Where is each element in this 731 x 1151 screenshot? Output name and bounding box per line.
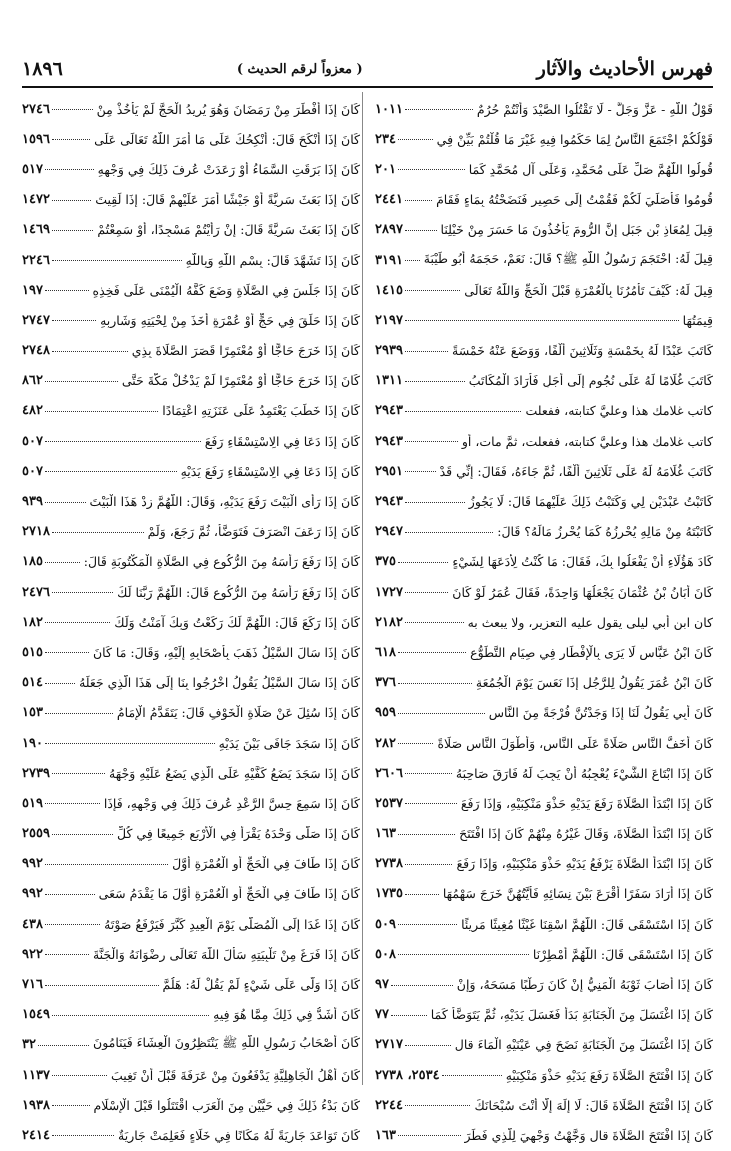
leader-dots (45, 470, 177, 472)
hadith-text: كَانَ إِذَا تَشَهَّدَ قَالَ: بِسْمِ اللَّهِ وَبِاللَّهِ (185, 252, 360, 268)
hadith-number: ١٥٤٩ (22, 1007, 50, 1023)
index-subtitle: ( معزواً لرقم الحديث ) (236, 61, 363, 77)
leader-dots (405, 531, 493, 533)
index-entry (22, 275, 360, 305)
index-entry (22, 637, 360, 667)
hadith-number: ٢٥٣٧ (375, 795, 403, 811)
hadith-text: كَانَ إِذَا افْتَتَحَ الصَّلَاةَ قال وَجَّهْتُ وَجْهِيَ لِلَّذِي فَطَرَ (464, 1127, 713, 1143)
hadith-number: ٣٧٦ (375, 675, 396, 691)
leader-dots (405, 259, 420, 261)
leader-dots (398, 923, 457, 925)
hadith-number: ٢٢٤٤ (375, 1097, 403, 1113)
index-entry (22, 486, 360, 516)
hadith-text: كَانَ أَبِي يَقُولُ لَنَا إِذَا وَجَدْتُنَّ فُرْجَةً مِنَ النَّاسِ (488, 705, 713, 721)
index-entry (22, 94, 360, 124)
leader-dots (45, 802, 100, 804)
index-entry (22, 1090, 360, 1120)
hadith-text: كَانَ إِذَا رَعَفَ انْصَرَفَ فَتَوَضَّأَ، ثُمَّ رَجَعَ، وَلَمْ (147, 524, 360, 540)
hadith-number: ٢٢٤٦ (22, 252, 50, 268)
leader-dots (45, 380, 118, 382)
hadith-number: ١٠١١ (375, 101, 403, 117)
hadith-text: كَانَ إِذَا بَعَثَ سَرِيَّةً أَوْ جَيْشًا أَمَرَ عَلَيْهِمْ قَالَ: إِذَا لَقِيتَ (95, 192, 360, 208)
leader-dots (398, 651, 466, 653)
hadith-text: كَانَ إِذَا أَنْكَحَ قَالَ: أُنْكِحُكَ عَلَى مَا أَمَرَ اللَّهُ تَعَالَى عَلَى (94, 131, 360, 147)
index-entry (22, 607, 360, 637)
leader-dots (405, 802, 457, 804)
leader-dots (45, 621, 110, 623)
hadith-number: ١٦٣ (375, 826, 396, 842)
hadith-number: ٤٨٢ (22, 403, 43, 419)
index-entry (375, 668, 713, 698)
hadith-number: ٥١٧ (22, 161, 43, 177)
hadith-text: كَانَ إِذَا خَرَجَ حَاجًّا أَوْ مُعْتَمِرًا لَمْ يَدْخُلْ مَكَّةَ حَتَّى (121, 373, 360, 389)
hadith-number: ٣٧٥ (375, 554, 396, 570)
leader-dots (45, 440, 201, 442)
hadith-number: ٢٤١٤ (22, 1127, 50, 1143)
leader-dots (45, 561, 80, 563)
hadith-text: كَانَ إِذَا رَفَعَ رَأْسَهُ مِنَ الرُّكُوعِ فِي الصَّلَاةِ الْمَكْتُوبَةِ قَالَ: (83, 554, 360, 570)
leader-dots (45, 651, 89, 653)
index-entry (375, 637, 713, 667)
leader-dots (52, 833, 113, 835)
hadith-number: ٢٧٤٧ (22, 312, 50, 328)
hadith-text: كَانَ إِذَا افْتَتَحَ الصَّلَاةَ رَفَعَ يَدَيْهِ حَذْوَ مَنْكِبَيْهِ (505, 1067, 713, 1083)
index-entry (375, 275, 713, 305)
hadith-text: كَانَ أَشَدُّ فِي ذَلِكَ مِمَّا هُوَ فِيهِ (213, 1007, 360, 1023)
index-entry (22, 517, 360, 547)
index-entry (375, 94, 713, 124)
leader-dots (442, 1074, 502, 1076)
leader-dots (45, 742, 215, 744)
hadith-text: كَانَ إِذَا اغْتَسَلَ مِنَ الْجَنَابَةِ بَدَأَ فَغَسَلَ يَدَيْهِ، ثُمَّ يَتَوَضَّأُ كَمَا (430, 1007, 713, 1023)
hadith-text: كَانَ إِذَا سَجَدَ يَضَعُ كَفَّيْهِ عَلَى الَّذِي يَضَعُ عَلَيْهِ وَجْهَهُ (109, 765, 360, 781)
hadith-text: كَانَ إِذَا صَلَّى وَحْدَهُ يَقْرَأُ فِي الْأَرْبَعِ جَمِيعًا فِي كُلِّ (117, 826, 360, 842)
leader-dots (405, 1044, 451, 1046)
leader-dots (405, 893, 439, 895)
index-entry (375, 486, 713, 516)
hadith-number: ٥٠٧ (22, 463, 43, 479)
hadith-number: ٢٩٣٩ (375, 343, 403, 359)
index-entry (375, 819, 713, 849)
hadith-text: كَاتَبَ غُلَامَهُ لَهُ عَلَى ثَلَاثِينَ أَلْفًا، ثُمَّ جَاءَهُ، فَقَالَ: إِنِّي قَدْ (439, 463, 713, 479)
index-entry (22, 577, 360, 607)
hadith-number: ١٧٣٥ (375, 886, 403, 902)
leader-dots (52, 350, 128, 352)
hadith-text: كَانَ إِذَا بَعَثَ سَرِيَّةً قَالَ: إِنْ رَأَيْتُمْ مَسْجِدًا، أَوْ سَمِعْتُمْ (97, 222, 360, 238)
hadith-text: كَانَ أَبَانُ بْنُ عُثْمَانَ يَجْعَلُهَا وَاحِدَةً، فَقَالَ عُمَرُ لَوْ كَانَ (452, 584, 713, 600)
hadith-text: كَانَ بَدْءُ ذَلِكَ فِي حَيَّيْنِ مِنَ الْعَرَبِ اقْتَتَلُوا قَبْلَ الْإِسْلَامِ (93, 1097, 360, 1113)
hadith-number: ٩٧ (375, 977, 389, 993)
index-entry (22, 969, 360, 999)
leader-dots (405, 440, 458, 442)
leader-dots (45, 893, 95, 895)
hadith-text: كَاتَبْتَهُ مِنْ مَالِهِ يُحْرِزُهُ كَمَا يُحْرِزُ مَالَهُ؟ قَالَ: (497, 524, 713, 540)
leader-dots (391, 1014, 427, 1016)
hadith-number: ١٦٣ (375, 1127, 396, 1143)
hadith-text: كَانَ إِذَا سَمِعَ حِسَّ الرَّعْدِ عُرِفَ ذَلِكَ فِي وَجْهِهِ، فَإِذَا (103, 795, 360, 811)
index-entry (375, 1090, 713, 1120)
hadith-text: كَاتَبَ عَبْدًا لَهُ بِخَمْسَةٍ وَثَلَاثِينَ أَلْفًا، وَوَضَعَ عَنْهُ خَمْسَةً (452, 343, 713, 359)
leader-dots (405, 591, 448, 593)
hadith-number: ١٤١٥ (375, 282, 403, 298)
hadith-number: ٩٩٢ (22, 886, 43, 902)
index-entry (375, 607, 713, 637)
index-entry (375, 1000, 713, 1030)
hadith-text: قِيلَ لَهُ: احْتَجَمَ رَسُولُ اللَّهِ ﷺ؟ قَالَ: نَعَمْ، حَجَمَهُ أَبُو طَيْبَةَ (423, 250, 713, 266)
hadith-text: كَانَ إِذَا سَالَ السَّيْلُ ذَهَبَ بِأَصْحَابِهِ إِلَيْهِ، وَقَالَ: مَا كَانَ (93, 644, 360, 660)
hadith-text: كَانَ إِذَا وَلَّى عَلَى شَيْءٍ لَمْ يَقُلْ لَهُ: هَلُمَّ (162, 977, 360, 993)
leader-dots (398, 712, 485, 714)
index-entry (375, 1120, 713, 1150)
index-entry (375, 758, 713, 788)
leader-dots (405, 380, 465, 382)
hadith-text: كَانَ إِذَا خَرَجَ حَاجًّا أَوْ مُعْتَمِرًا قَصَرَ الصَّلَاةَ بِذِي (131, 343, 360, 359)
hadith-text: كان ابن أبي ليلى يقول عليه التعزير، ولا يبعث به (467, 614, 713, 630)
index-entry (22, 336, 360, 366)
index-entry (375, 426, 713, 456)
leader-dots (52, 108, 93, 110)
leader-dots (405, 319, 679, 321)
index-entry (22, 879, 360, 909)
hadith-text: كَانَ إِذَا سُئِلَ عَنْ صَلَاةِ الْخَوْفِ قَالَ: يَتَقَدَّمُ الْإِمَامُ (116, 705, 360, 721)
leader-dots (398, 138, 433, 140)
hadith-number: ٢٥٣٤، ٢٧٣٨ (375, 1067, 440, 1083)
index-entry (375, 1060, 713, 1090)
index-entry (375, 698, 713, 728)
hadith-number: ٩٣٩ (22, 494, 43, 510)
hadith-text: كَانَ إِذَا رَكَعَ قَالَ: اللَّهُمَّ لَكَ رَكَعْتُ وَبِكَ آمَنْتُ وَلَكَ (114, 614, 360, 630)
index-entry (22, 245, 360, 275)
hadith-number: ٣١٩١ (375, 252, 403, 268)
hadith-text: قَوْلُ اللَّهِ - عَزَّ وَجَلَّ - لَا تَقْتُلُوا الصَّيْدَ وَأَنْتُمْ حُرُمٌ (476, 101, 713, 117)
hadith-number: ٥٠٩ (375, 916, 396, 932)
leader-dots (398, 682, 472, 684)
index-entry (22, 154, 360, 184)
hadith-number: ١٩٧ (22, 282, 43, 298)
leader-dots (45, 168, 94, 170)
index-entry (375, 939, 713, 969)
index-entry (22, 1120, 360, 1150)
leader-dots (405, 772, 452, 774)
hadith-text: كَانَ إِذَا اسْتَسْقَى قَالَ: اللَّهُمَّ أَمْطِرْنَا (532, 946, 713, 962)
hadith-number: ١٨٢ (22, 614, 43, 630)
hadith-number: ٢٧٣٨ (375, 856, 403, 872)
hadith-text: كَانَ إِذَا رَأَى الْبَيْتَ رَفَعَ يَدَيْهِ، وَقَالَ: اللَّهُمَّ زِدْ هَذَا الْبَيْتَ (89, 494, 360, 510)
index-entry (22, 305, 360, 335)
hadith-text: قِيمَتُهَا (682, 312, 713, 328)
leader-dots (45, 863, 168, 865)
leader-dots (398, 742, 434, 744)
leader-dots (52, 1014, 209, 1016)
hadith-number: ٢٤٧٦ (22, 584, 50, 600)
hadith-text: قَوْلُكُمْ اجْتَمَعَ النَّاسُ لِمَا حَكَمُوا فِيهِ غَيْرَ مَا قُلْتُمْ بَيِّنْ فِي (436, 131, 713, 147)
hadith-text: كَانَ إِذَا خَطَبَ يَعْتَمِدُ عَلَى عَنَزَتِهِ اعْتِمَادًا (162, 403, 360, 419)
hadith-number: ٥١٩ (22, 795, 43, 811)
hadith-number: ١٤٧٢ (22, 192, 50, 208)
index-entry (22, 456, 360, 486)
leader-dots (52, 772, 105, 774)
hadith-number: ٢١٩٧ (375, 312, 403, 328)
index-entry (22, 185, 360, 215)
hadith-number: ٩٩٢ (22, 856, 43, 872)
hadith-number: ٢٧٤٨ (22, 343, 50, 359)
leader-dots (45, 712, 113, 714)
leader-dots (52, 199, 91, 201)
index-entry (22, 547, 360, 577)
hadith-text: قِيلَ لِمُعَاذِ بْنِ جَبَلٍ إِنَّ الرُّومَ يَأْخُذُونَ مَا حَسَرَ مِنْ خَيْلِنَا (440, 222, 713, 238)
hadith-text: كَانَ إِذَا افْتَتَحَ الصَّلَاةَ قَالَ: لَا إِلَهَ إِلَّا أَنْتَ سُبْحَانَكَ (474, 1097, 713, 1113)
hadith-text: كَانَ إِذَا دَعَا فِي الِاسْتِسْقَاءِ رَفَعَ يَدَيْهِ (180, 463, 360, 479)
hadith-number: ٥١٤ (22, 675, 43, 691)
index-entry (22, 668, 360, 698)
leader-dots (45, 923, 100, 925)
hadith-number: ٢٩٤٣ (375, 403, 403, 419)
index-entry (22, 698, 360, 728)
index-entry (375, 124, 713, 154)
index-entry (22, 758, 360, 788)
hadith-text: كَاتَبَ غُلَامًا لَهُ عَلَى نُجُومٍ إِلَى أَجَلٍ فَأَرَادَ الْمُكَاتَبُ (468, 373, 713, 389)
hadith-number: ٢١٨٢ (375, 614, 403, 630)
leader-dots (52, 229, 93, 231)
hadith-number: ١١٣٧ (22, 1067, 50, 1083)
hadith-text: كَانَ ابْنُ عَبَّاسٍ لَا يَرَى بِالْإِفْطَارِ فِي صِيَامِ التَّطَوُّعِ (470, 644, 713, 660)
hadith-text: كَانَ إِذَا أَفْطَرَ مِنْ رَمَضَانَ وَهُوَ يُرِيدُ الْحَجَّ لَمْ يَأْخُذْ مِنْ (96, 101, 360, 117)
hadith-text: كَانَ إِذَا غَدَا إِلَى الْمُصَلَّى يَوْمَ الْعِيدِ كَبَّرَ فَيَرْفَعُ صَوْتَهُ (104, 916, 360, 932)
index-entry (22, 1030, 360, 1060)
leader-dots (52, 319, 96, 321)
index-entry (375, 788, 713, 818)
hadith-text: كَانَ ابْنُ عُمَرَ يَقُولُ لِلرَّجُلِ إِذَا نَعَسَ يَوْمَ الْجُمُعَةِ (475, 675, 713, 691)
leader-dots (398, 561, 448, 563)
hadith-text: كَانَ إِذَا سَالَ السَّيْلُ يَقُولُ اخْرُجُوا بِنَا إِلَى هَذَا الَّذِي جَعَلَهُ (79, 675, 360, 691)
leader-dots (405, 621, 464, 623)
hadith-text: كَانَ إِذَا أَرَادَ سَفَرًا أَقْرَعَ بَيْنَ نِسَائِهِ فَأَيَّتُهُنَّ خَرَجَ سَهْمُهَا (442, 886, 713, 902)
index-column-left (22, 94, 360, 1151)
hadith-text: كَانَ أَصْحَابُ رَسُولِ اللَّهِ ﷺ يَنْتَظِرُونَ الْعِشَاءَ فَيَنَامُونَ (93, 1035, 360, 1051)
leader-dots (45, 984, 159, 986)
hadith-number: ٤٣٨ (22, 916, 43, 932)
index-entry (375, 154, 713, 184)
column-divider (362, 92, 363, 1085)
hadith-number: ٦١٨ (375, 644, 396, 660)
leader-dots (45, 289, 89, 291)
leader-dots (398, 1134, 461, 1136)
index-title: فهرس الأحاديث والآثار (536, 58, 713, 80)
leader-dots (405, 350, 448, 352)
hadith-text: كاتب غلامك هذا وعليَّ كتابته، ففعلت (525, 403, 713, 419)
hadith-text: كَانَ إِذَا اغْتَسَلَ مِنَ الْجَنَابَةِ نَضَحَ فِي عَيْنَيْهِ الْمَاءَ قال (454, 1037, 713, 1053)
hadith-number: ١٤٦٩ (22, 222, 50, 238)
hadith-text: كَانَ إِذَا سَجَدَ جَافَى بَيْنَ يَدَيْهِ (218, 735, 360, 751)
index-entry (375, 185, 713, 215)
index-entry (375, 728, 713, 758)
hadith-number: ٨٦٢ (22, 373, 43, 389)
hadith-number: ٢٧١٧ (375, 1037, 403, 1053)
index-entry (22, 819, 360, 849)
hadith-number: ١٧٢٧ (375, 584, 403, 600)
leader-dots (405, 1104, 471, 1106)
index-entry (375, 305, 713, 335)
hadith-text: قُومُوا فَأُصَلِّيَ لَكُمْ فَقُمْتُ إِلَى حَصِيرٍ فَنَضَحْتُهُ بِمَاءٍ فَقَامَ (436, 192, 713, 208)
hadith-text: كَانَ أَهْلُ الْجَاهِلِيَّةِ يَدْفَعُونَ مِنْ عَرَفَةَ قَبْلَ أَنْ تَغِيبَ (111, 1067, 360, 1083)
index-entry (375, 547, 713, 577)
header-rule (22, 86, 713, 90)
hadith-number: ٢٥٥٩ (22, 826, 50, 842)
index-entry (375, 396, 713, 426)
hadith-number: ٢٩٤٣ (375, 433, 403, 449)
hadith-text: كَانَ إِذَا ابْتَدَأَ الصَّلَاةَ، وَقَالَ غَيْرُهُ مِنْهُمْ كَانَ إِذَا افْتَتَحَ (459, 826, 713, 842)
index-entry (22, 215, 360, 245)
leader-dots (45, 501, 86, 503)
hadith-text: كَانَ إِذَا ابْتَاعَ الشَّيْءَ يُعْجِبُهُ أَنْ يَجِبَ لَهُ فَارَقَ صَاحِبَهُ (455, 765, 713, 781)
hadith-number: ٥٠٨ (375, 946, 396, 962)
hadith-number: ٢٧٤٦ (22, 101, 50, 117)
leader-dots (398, 953, 529, 955)
index-entry (375, 1030, 713, 1060)
index-entry (375, 879, 713, 909)
hadith-text: كَانَ إِذَا طَافَ فِي الْحَجِّ أَوِ الْعُمْرَةِ أَوَّلَ (172, 856, 360, 872)
hadith-text: كاتب غلامك هذا وعليَّ كتابته، ففعلت، ثمَّ مات، أو (461, 433, 713, 449)
hadith-number: ١٩٠ (22, 735, 43, 751)
index-entry (22, 366, 360, 396)
hadith-number: ٢٨٩٧ (375, 222, 403, 238)
leader-dots (45, 953, 89, 955)
hadith-text: كَانَ إِذَا جَلَسَ فِي الصَّلَاةِ وَضَعَ كَفَّهُ الْيُمْنَى عَلَى فَخِذِهِ (92, 282, 360, 298)
leader-dots (52, 138, 90, 140)
index-entry (375, 969, 713, 999)
hadith-text: كَانَ إِذَا رَفَعَ رَأْسَهُ مِنَ الرُّكُوعِ قَالَ: اللَّهُمَّ رَبَّنَا لَكَ (117, 584, 360, 600)
hadith-number: ٢٦٠٦ (375, 765, 403, 781)
index-entry (375, 366, 713, 396)
leader-dots (52, 1104, 90, 1106)
hadith-text: كَانَ إِذَا فَرَغَ مِنْ تَلْبِيَتِهِ سَأَلَ اللَّهَ تَعَالَى رِضْوَانَهُ وَالْجَنَّةَ (92, 946, 360, 962)
leader-dots (38, 1044, 89, 1046)
index-entry (22, 939, 360, 969)
leader-dots (405, 501, 465, 503)
index-entry (22, 1000, 360, 1030)
leader-dots (45, 682, 75, 684)
leader-dots (45, 410, 158, 412)
leader-dots (405, 470, 436, 472)
index-entry (375, 849, 713, 879)
hadith-number: ٢٩٤٣ (375, 494, 403, 510)
hadith-number: ١٣١١ (375, 373, 403, 389)
hadith-text: كَانَ أَخَفَّ النَّاسِ صَلَاةً عَلَى النَّاسِ، وَأَطْوَلَ النَّاسِ صَلَاةً (437, 735, 713, 751)
hadith-text: كَانَ تَوَاعَدَ جَارِيَةً لَهُ مَكَانًا فِي خَلَاءٍ فَعَلِمَتْ جَارِيَةٌ (118, 1127, 360, 1143)
hadith-number: ٢٩٥١ (375, 463, 403, 479)
index-entry (375, 215, 713, 245)
leader-dots (405, 199, 432, 201)
index-entry (22, 728, 360, 758)
index-entry (22, 396, 360, 426)
leader-dots (391, 984, 453, 986)
hadith-number: ٩٢٢ (22, 946, 43, 962)
hadith-number: ٣٢ (22, 1037, 36, 1053)
hadith-text: قِيلَ لَهُ: كَيْفَ تَأْمُرُنَا بِالْعُمْرَةِ قَبْلَ الْحَجِّ وَاللَّهُ تَعَالَى (464, 282, 713, 298)
index-entry (22, 849, 360, 879)
index-entry (375, 577, 713, 607)
hadith-number: ٢٧٣٩ (22, 765, 50, 781)
hadith-number: ٢٠١ (375, 161, 396, 177)
hadith-text: كَانَ إِذَا طَافَ فِي الْحَجِّ أَوِ الْعُمْرَةِ أَوَّلَ مَا يَقْدَمُ سَعَى (98, 886, 360, 902)
hadith-text: كَانَ إِذَا دَعَا فِي الِاسْتِسْقَاءِ رَفَعَ (204, 433, 360, 449)
leader-dots (52, 591, 113, 593)
hadith-number: ٢٩٤٧ (375, 524, 403, 540)
hadith-number: ١٥٩٦ (22, 131, 50, 147)
hadith-text: كَاتَبْتُ عَبْدَيْنِ لِي وَكَتَبْتُ ذَلِكَ عَلَيْهِمَا قَالَ: لَا يَجُوزُ (468, 494, 713, 510)
index-entry (22, 1060, 360, 1090)
hadith-number: ٢٤٤١ (375, 192, 403, 208)
leader-dots (52, 531, 144, 533)
index-entry (375, 245, 713, 275)
index-entry (22, 909, 360, 939)
index-entry (375, 336, 713, 366)
leader-dots (52, 1134, 114, 1136)
hadith-number: ٢٧١٨ (22, 524, 50, 540)
leader-dots (405, 229, 437, 231)
hadith-number: ٧١٦ (22, 977, 43, 993)
hadith-text: كَانَ إِذَا أَصَابَ ثَوْبَهُ الْمَنِيُّ إِنْ كَانَ رَطْبًا مَسَحَهُ، وَإِنْ (456, 977, 713, 993)
hadith-number: ٥٠٧ (22, 433, 43, 449)
hadith-number: ١٨٥ (22, 554, 43, 570)
hadith-number: ١٥٣ (22, 705, 43, 721)
page-number: ١٨٩٦ (22, 58, 63, 80)
leader-dots (405, 289, 460, 291)
hadith-text: كَانَ إِذَا ابْتَدَأَ الصَّلَاةَ يَرْفَعُ يَدَيْهِ حَذْوَ مَنْكِبَيْهِ، وَإِذَا رَفَعَ (456, 856, 713, 872)
hadith-text: كَانَ إِذَا ابْتَدَأَ الصَّلَاةَ رَفَعَ يَدَيْهِ حَذْوَ مَنْكِبَيْهِ، وَإِذَا رَفَعَ (460, 795, 713, 811)
index-column-right (375, 94, 713, 1151)
hadith-text: كَادَ هَؤُلَاءِ أَنْ يَفْعَلُوا بِكَ، فَقَالَ: مَا كُنْتُ لِأَدَعَهَا لِشَيْءٍ (452, 554, 713, 570)
hadith-text: كَانَ إِذَا اسْتَسْقَى قَالَ: اللَّهُمَّ اسْقِنَا غَيْثًا مُغِيثًا مَرِيئًا (461, 916, 713, 932)
hadith-number: ٩٥٩ (375, 705, 396, 721)
leader-dots (52, 259, 182, 261)
hadith-text: قُولُوا اللَّهُمَّ صَلِّ عَلَى مُحَمَّدٍ، وَعَلَى آلِ مُحَمَّدٍ كَمَا (468, 161, 713, 177)
index-entry (22, 426, 360, 456)
index-entry (22, 788, 360, 818)
hadith-number: ١٩٣٨ (22, 1097, 50, 1113)
leader-dots (52, 1074, 107, 1076)
index-entry (22, 124, 360, 154)
leader-dots (398, 168, 465, 170)
leader-dots (398, 833, 455, 835)
hadith-number: ٢٣٤ (375, 131, 396, 147)
hadith-number: ٧٧ (375, 1007, 389, 1023)
index-entry (375, 517, 713, 547)
hadith-number: ٢٨٢ (375, 735, 396, 751)
leader-dots (405, 108, 473, 110)
page-header (22, 54, 713, 84)
hadith-number: ٥١٥ (22, 644, 43, 660)
hadith-text: كَانَ إِذَا بَرَقَتِ السَّمَاءُ أَوْ رَعَدَتْ عُرِفَ ذَلِكَ فِي وَجْهِهِ (97, 161, 360, 177)
leader-dots (405, 863, 453, 865)
hadith-text: كَانَ إِذَا حَلَقَ فِي حَجٍّ أَوْ عُمْرَةٍ أَخَذَ مِنْ لِحْيَتِهِ وَشَارِبِهِ (100, 312, 360, 328)
index-entry (375, 456, 713, 486)
leader-dots (405, 410, 522, 412)
index-entry (375, 909, 713, 939)
